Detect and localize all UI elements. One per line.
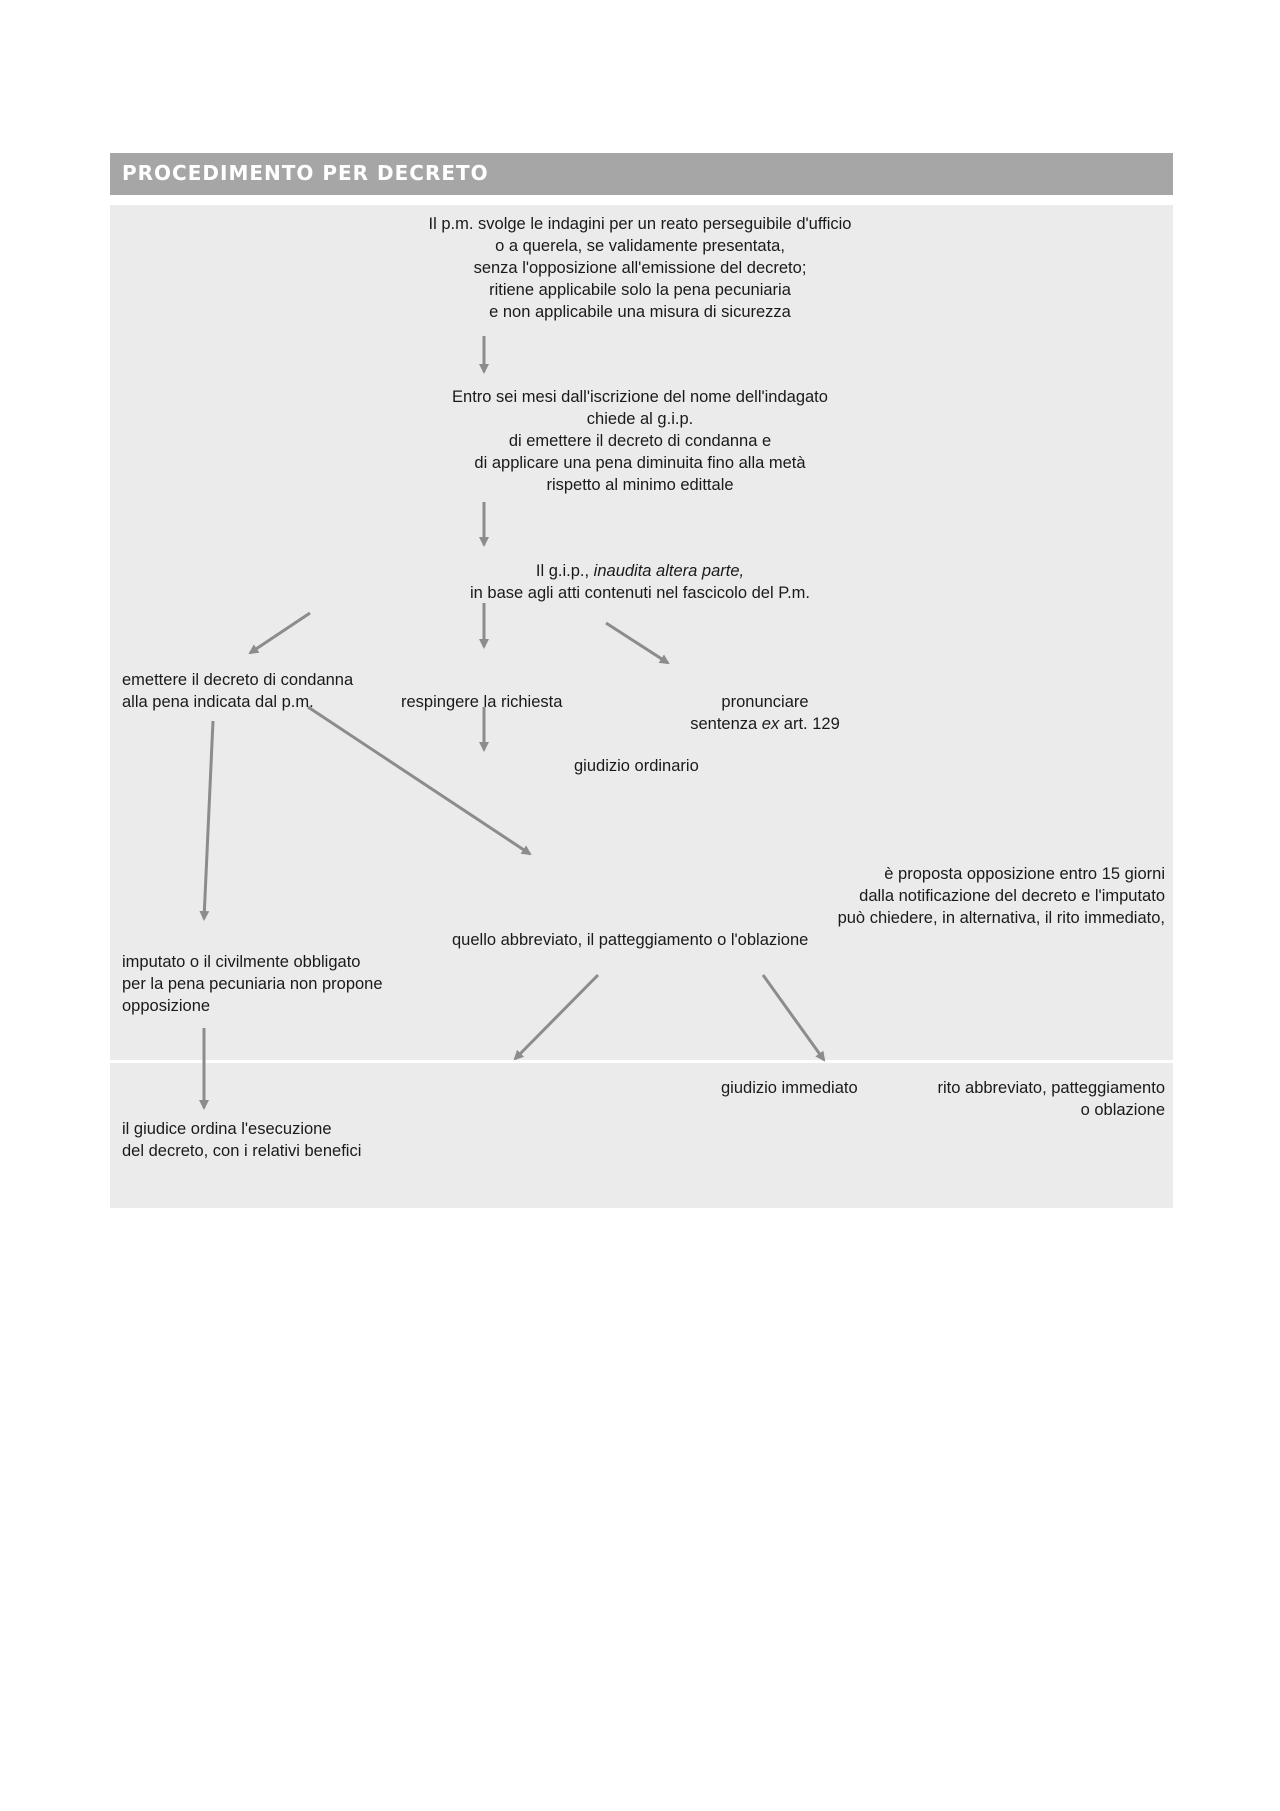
node-esecuzione-line: del decreto, con i relativi benefici [122, 1142, 362, 1160]
node-esecuzione [122, 1118, 361, 1162]
node-pronunciare [680, 691, 850, 735]
node-emettere [122, 669, 353, 713]
node-request-line: chiede al g.i.p. [586, 410, 694, 428]
node-pronunciare-line [680, 713, 850, 735]
node-gip-line: in base agli atti contenuti nel fascicolo del P.m. [470, 584, 810, 602]
node-start-line: ritiene applicabile solo la pena pecuniaria [489, 281, 791, 299]
node-pronunciare-italic: ex [761, 715, 780, 733]
title-bar [110, 153, 1173, 195]
node-opposizione-line: può chiedere, in alternativa, il rito immediato, [837, 909, 1165, 927]
node-abbreviato [880, 1077, 1165, 1121]
node-abbreviato-line: rito abbreviato, patteggiamento [937, 1079, 1165, 1097]
node-opposizione-line: dalla notificazione del decreto e l'imputato [859, 887, 1165, 905]
node-request-line: Entro sei mesi dall'iscrizione del nome dell'indagato [452, 388, 828, 406]
node-opposizione-line: è proposta opposizione entro 15 giorni [884, 865, 1165, 883]
node-start-line: e non applicabile una misura di sicurezza [489, 303, 791, 321]
node-esecuzione-line: il giudice ordina l'esecuzione [122, 1120, 332, 1138]
node-abbreviato-line: o oblazione [1080, 1101, 1165, 1119]
node-request-line: di applicare una pena diminuita fino alla metà [474, 454, 806, 472]
node-start-line: Il p.m. svolge le indagini per un reato perseguibile d'ufficio [428, 215, 852, 233]
node-pronunciare-prefix: sentenza [690, 715, 762, 733]
node-pronunciare-line: pronunciare [721, 693, 809, 711]
node-immediato: giudizio immediato [721, 1079, 858, 1097]
node-emettere-line: alla pena indicata dal p.m. [122, 693, 314, 711]
node-non-oppone [122, 951, 383, 1017]
node-non-oppone-line: opposizione [122, 997, 211, 1015]
node-ordinario: giudizio ordinario [574, 757, 699, 775]
node-request [400, 386, 880, 496]
node-request-line: di emettere il decreto di condanna e [508, 432, 772, 450]
node-respingere: respingere la richiesta [401, 693, 563, 711]
node-start-line: senza l'opposizione all'emissione del decreto; [473, 259, 807, 277]
node-start-line: o a querela, se validamente presentata, [495, 237, 785, 255]
node-opposizione [700, 863, 1165, 929]
node-non-oppone-line: imputato o il civilmente obbligato [122, 953, 361, 971]
node-gip [400, 560, 880, 604]
node-gip-italic: inaudita altera parte, [593, 562, 745, 580]
node-start [400, 213, 880, 323]
node-request-line: rispetto al minimo edittale [546, 476, 734, 494]
node-non-oppone-line: per la pena pecuniaria non propone [122, 975, 383, 993]
node-pronunciare-suffix: art. 129 [779, 715, 840, 733]
node-gip-line [400, 560, 880, 582]
page-title: PROCEDIMENTO PER DECRETO [122, 161, 489, 185]
node-opposizione-last: quello abbreviato, il patteggiamento o l'oblazione [452, 931, 809, 949]
node-emettere-line: emettere il decreto di condanna [122, 671, 354, 689]
node-gip-prefix: Il g.i.p., [535, 562, 594, 580]
